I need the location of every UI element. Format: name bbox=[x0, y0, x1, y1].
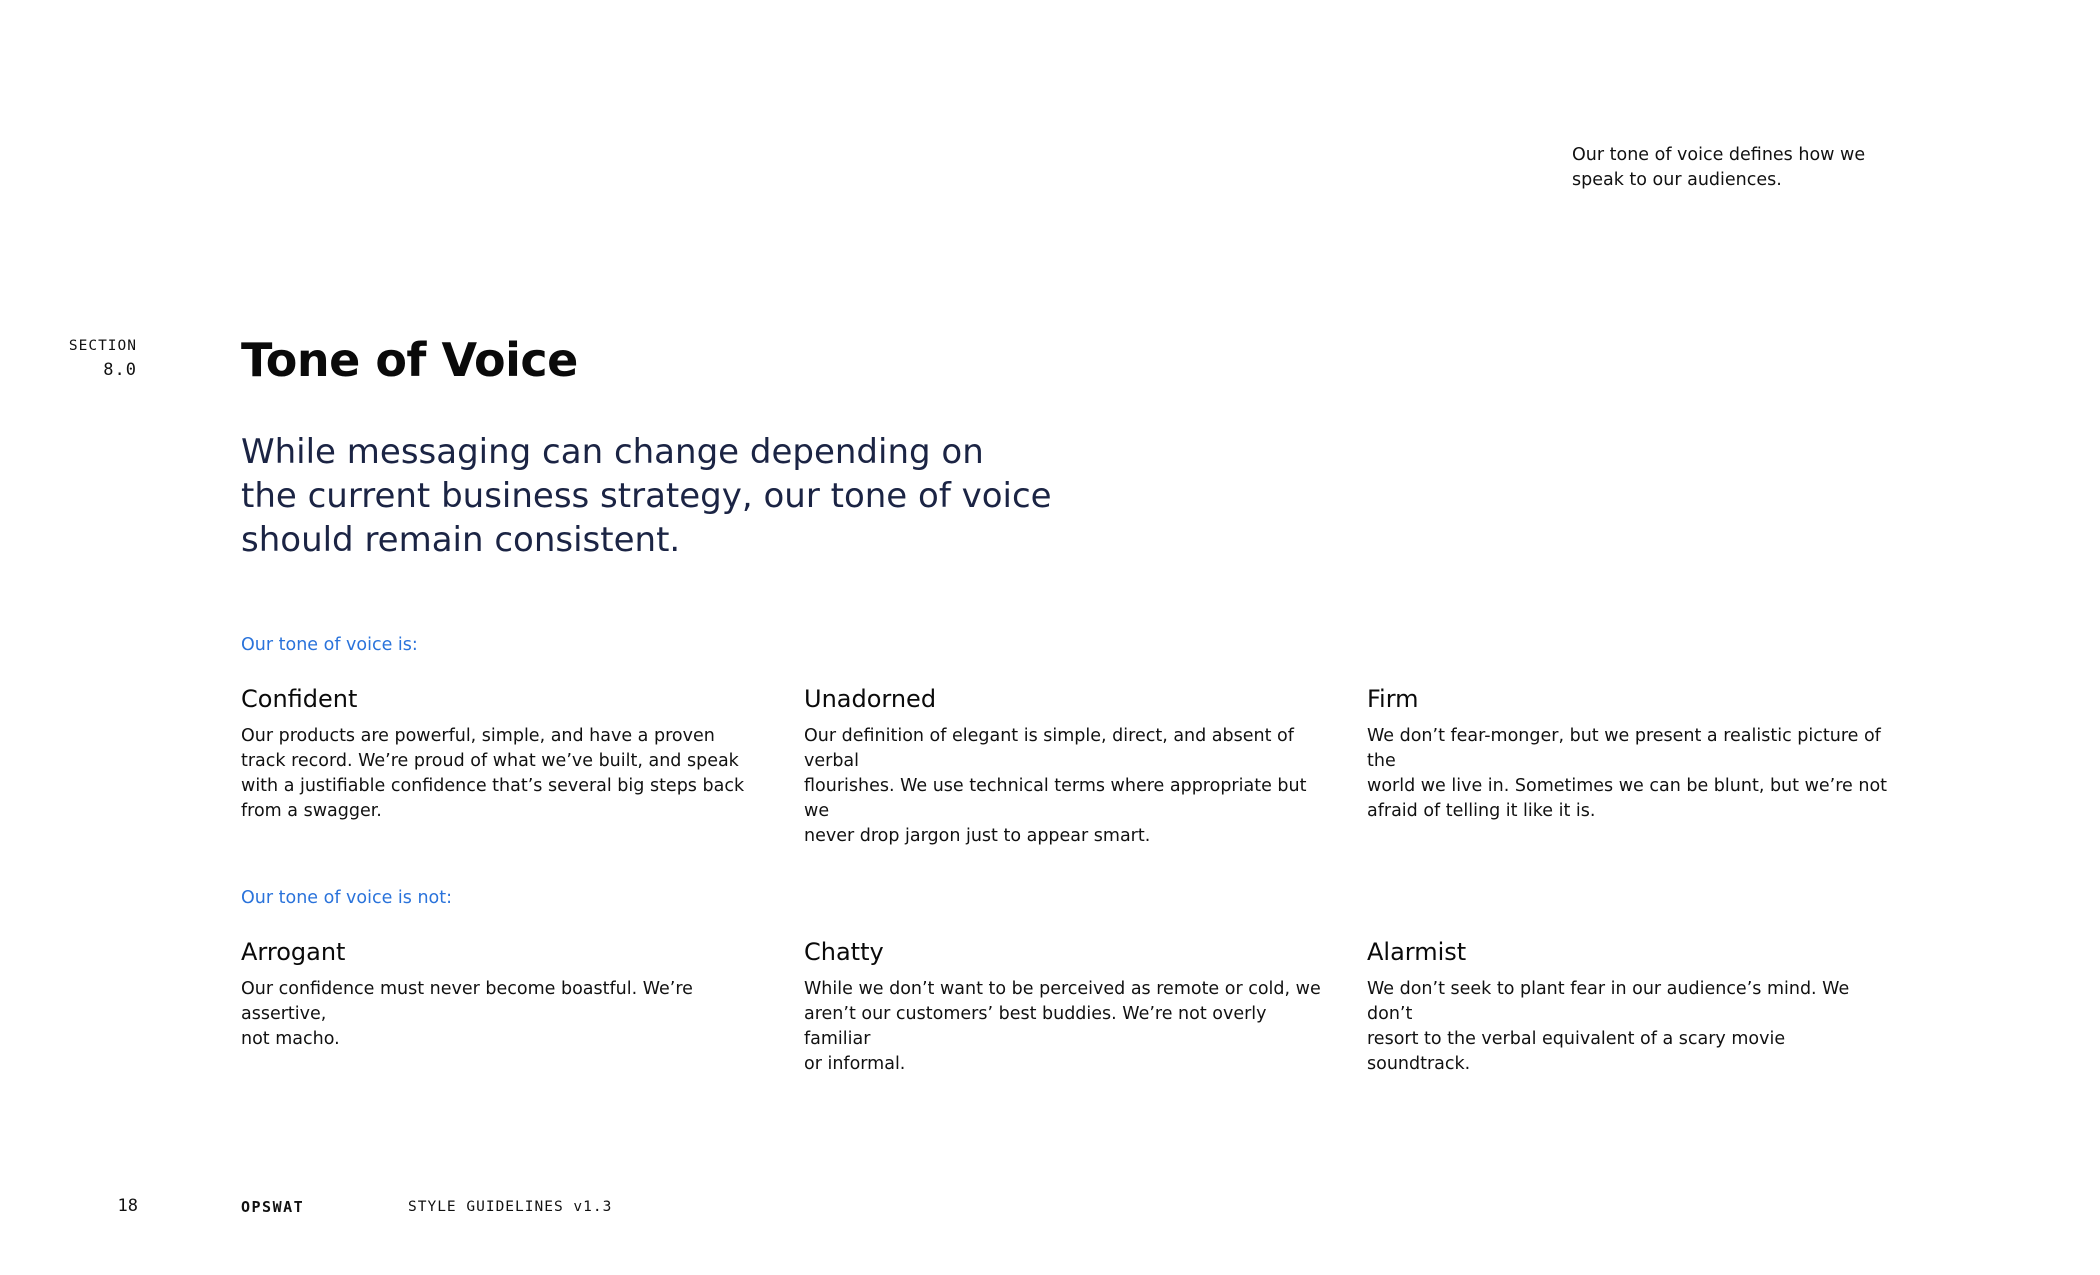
anti-trait-line: Our confidence must never become boastful. We’re assertive, bbox=[241, 979, 693, 1024]
anti-trait-line: aren’t our customers’ best buddies. We’re not overly familiar bbox=[804, 1004, 1267, 1049]
trait-description bbox=[241, 724, 761, 824]
section-label bbox=[48, 335, 137, 383]
anti-trait-description bbox=[804, 977, 1324, 1077]
anti-trait-line: or informal. bbox=[804, 1054, 906, 1074]
trait-line: world we live in. Sometimes we can be blunt, but we’re not bbox=[1367, 776, 1888, 796]
anti-trait-title: Chatty bbox=[804, 938, 884, 966]
anti-trait-description bbox=[1367, 977, 1887, 1077]
trait-title: Firm bbox=[1367, 685, 1419, 713]
anti-trait-line: not macho. bbox=[241, 1029, 340, 1049]
trait-line: afraid of telling it like it is. bbox=[1367, 801, 1596, 821]
trait-description bbox=[804, 724, 1324, 849]
trait-line: Our products are powerful, simple, and have a proven bbox=[241, 726, 715, 746]
lead-line: the current business strategy, our tone of voice bbox=[241, 476, 1052, 516]
anti-trait-title: Alarmist bbox=[1367, 938, 1467, 966]
tone-is-label: Our tone of voice is: bbox=[241, 635, 418, 655]
anti-trait-title: Arrogant bbox=[241, 938, 346, 966]
anti-trait-card-chatty bbox=[804, 936, 1324, 1077]
trait-line: Our definition of elegant is simple, direct, and absent of verbal bbox=[804, 726, 1294, 771]
trait-card-confident bbox=[241, 683, 761, 824]
page-title: Tone of Voice bbox=[241, 333, 578, 387]
trait-card-firm bbox=[1367, 683, 1887, 824]
section-number: 8.0 bbox=[103, 360, 137, 380]
trait-line: never drop jargon just to appear smart. bbox=[804, 826, 1151, 846]
lead-line: should remain consistent. bbox=[241, 520, 681, 560]
anti-trait-card-arrogant bbox=[241, 936, 761, 1052]
anti-trait-line: While we don’t want to be perceived as remote or cold, we bbox=[804, 979, 1321, 999]
anti-trait-line: We don’t seek to plant fear in our audience’s mind. We don’t bbox=[1367, 979, 1850, 1024]
trait-line: track record. We’re proud of what we’ve built, and speak bbox=[241, 751, 739, 771]
page-number: 18 bbox=[117, 1196, 138, 1216]
brand-name: OPSWAT bbox=[241, 1198, 305, 1216]
tone-is-not-label: Our tone of voice is not: bbox=[241, 888, 453, 908]
anti-trait-card-alarmist bbox=[1367, 936, 1887, 1077]
intro-line: Our tone of voice defines how we bbox=[1572, 145, 1866, 165]
trait-title: Confident bbox=[241, 685, 358, 713]
trait-title: Unadorned bbox=[804, 685, 937, 713]
trait-line: with a justifiable confidence that’s several big steps back bbox=[241, 776, 745, 796]
trait-card-unadorned bbox=[804, 683, 1324, 849]
lead-line: While messaging can change depending on bbox=[241, 432, 984, 472]
trait-line: flourishes. We use technical terms where appropriate but we bbox=[804, 776, 1307, 821]
anti-trait-description bbox=[241, 977, 761, 1052]
section-word: SECTION bbox=[68, 338, 137, 354]
intro-text bbox=[1572, 143, 1872, 193]
lead-statement bbox=[241, 430, 1061, 562]
intro-line: speak to our audiences. bbox=[1572, 170, 1782, 190]
trait-line: We don’t fear-monger, but we present a realistic picture of the bbox=[1367, 726, 1881, 771]
anti-trait-line: resort to the verbal equivalent of a scary movie soundtrack. bbox=[1367, 1029, 1786, 1074]
document-title: STYLE GUIDELINES v1.3 bbox=[408, 1199, 613, 1215]
trait-line: from a swagger. bbox=[241, 801, 382, 821]
trait-description bbox=[1367, 724, 1887, 824]
